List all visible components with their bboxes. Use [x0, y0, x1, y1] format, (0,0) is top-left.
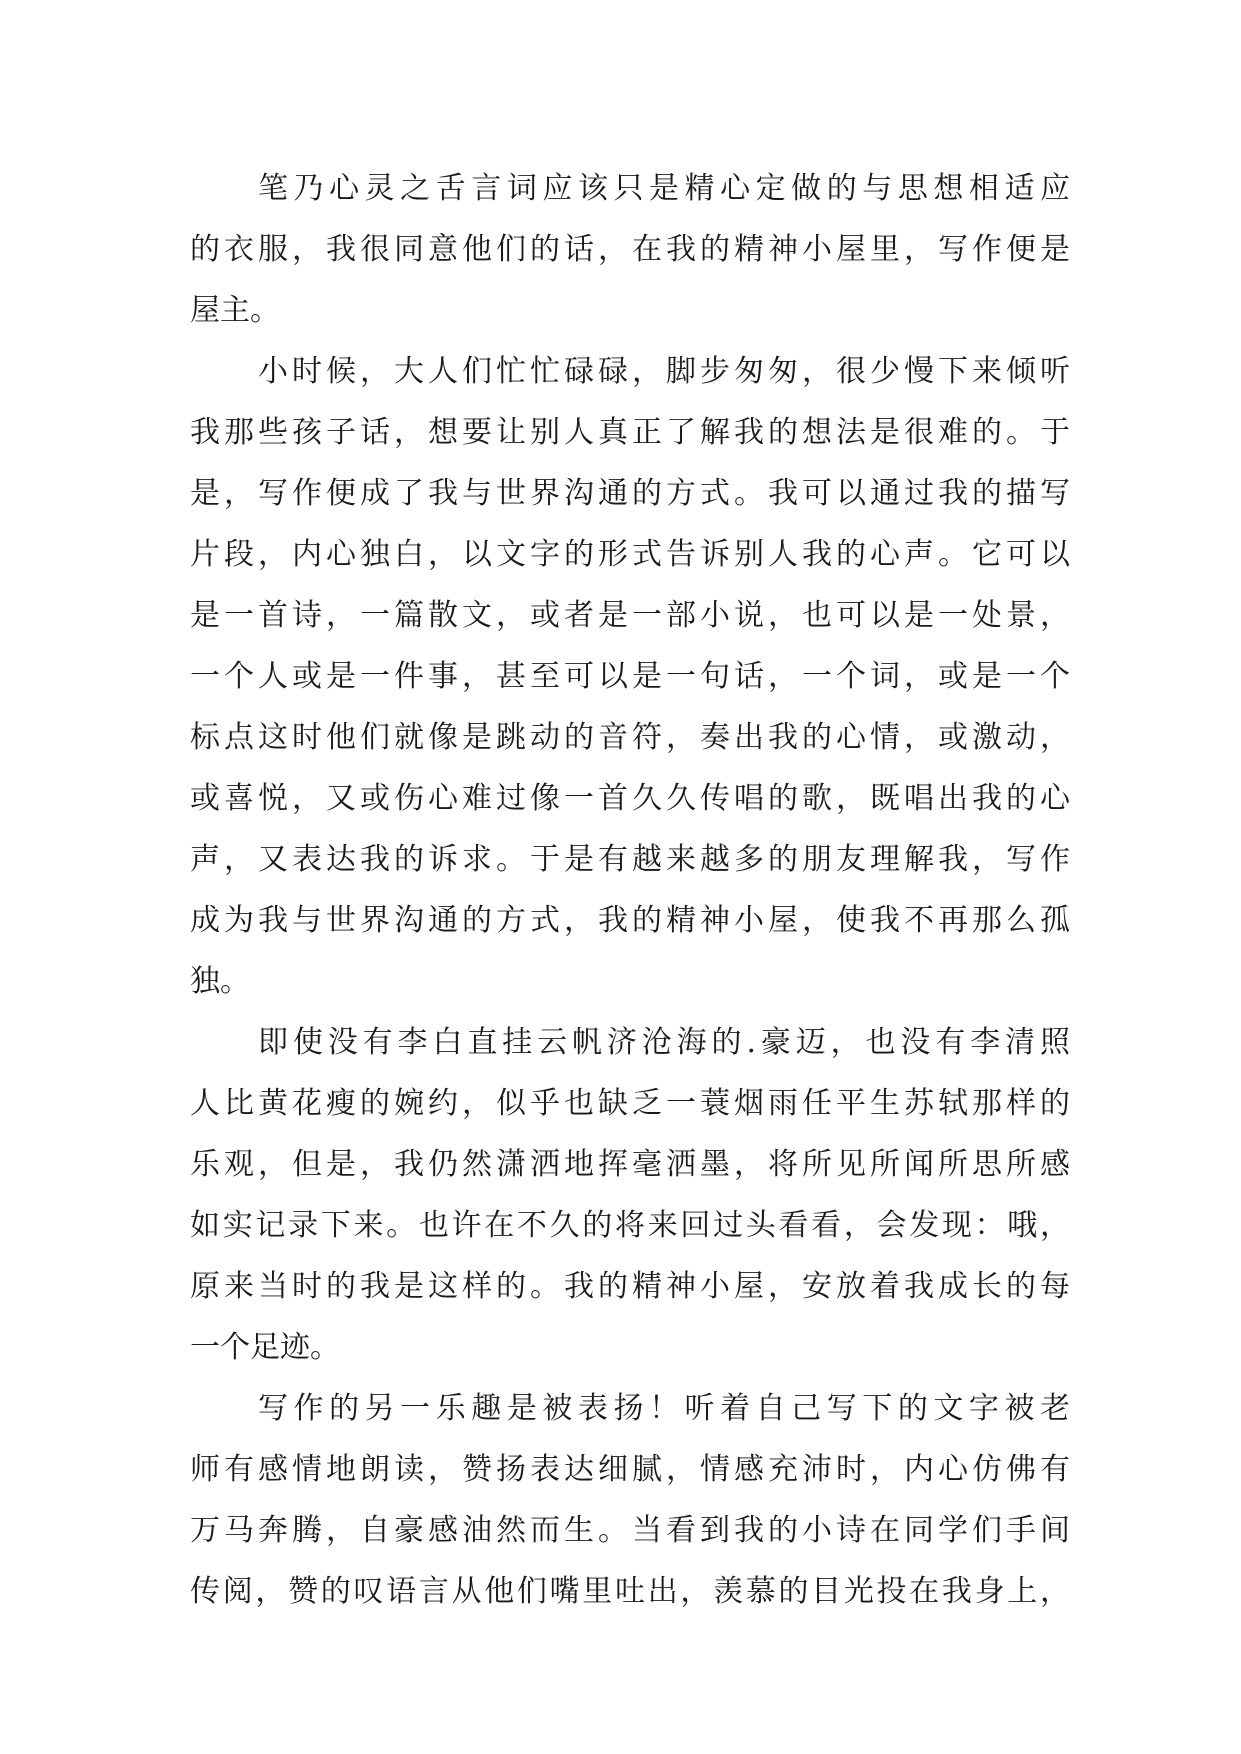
text-line: 独。 — [190, 964, 250, 999]
text-line: 万马奔腾，自豪感油然而生。当看到我的小诗在同学们手间 — [190, 1513, 1070, 1548]
text-line: 或喜悦，又或伤心难过像一首久久传唱的歌，既唱出我的心 — [190, 781, 1070, 816]
paragraph-3 — [190, 1012, 1070, 1378]
text-line: 一个人或是一件事，甚至可以是一句话，一个词，或是一个 — [190, 659, 1070, 694]
paragraph-1 — [190, 158, 1070, 341]
text-line: 师有感情地朗读，赞扬表达细腻，情感充沛时，内心仿佛有 — [190, 1452, 1070, 1487]
text-line: 是一首诗，一篇散文，或者是一部小说，也可以是一处景， — [190, 598, 1070, 633]
text-line: 传阅，赞的叹语言从他们嘴里吐出，羡慕的目光投在我身上， — [190, 1574, 1070, 1609]
text-line: 成为我与世界沟通的方式，我的精神小屋，使我不再那么孤 — [190, 903, 1070, 938]
paragraph-4 — [190, 1378, 1070, 1622]
text-line: 声，又表达我的诉求。于是有越来越多的朋友理解我，写作 — [190, 842, 1070, 877]
text-line: 片段，内心独白，以文字的形式告诉别人我的心声。它可以 — [190, 537, 1070, 572]
text-line: 的衣服，我很同意他们的话，在我的精神小屋里，写作便是 — [190, 232, 1070, 267]
text-line: 写作的另一乐趣是被表扬！听着自己写下的文字被老 — [258, 1391, 1070, 1426]
text-line: 我那些孩子话，想要让别人真正了解我的想法是很难的。于 — [190, 415, 1070, 450]
text-line: 乐观，但是，我仍然潇洒地挥毫洒墨，将所见所闻所思所感 — [190, 1147, 1070, 1182]
paragraph-2 — [190, 341, 1070, 1012]
text-line: 如实记录下来。也许在不久的将来回过头看看，会发现：哦， — [190, 1208, 1070, 1243]
text-line: 原来当时的我是这样的。我的精神小屋，安放着我成长的每 — [190, 1269, 1070, 1304]
document-body — [190, 158, 1070, 1622]
text-line: 小时候，大人们忙忙碌碌，脚步匆匆，很少慢下来倾听 — [258, 354, 1070, 389]
text-line: 屋主。 — [190, 293, 280, 328]
text-line: 标点这时他们就像是跳动的音符，奏出我的心情，或激动， — [190, 720, 1070, 755]
text-line: 是，写作便成了我与世界沟通的方式。我可以通过我的描写 — [190, 476, 1070, 511]
text-line: 一个足迹。 — [190, 1330, 340, 1365]
text-line: 笔乃心灵之舌言词应该只是精心定做的与思想相适应 — [258, 171, 1070, 206]
text-line: 即使没有李白直挂云帆济沧海的.豪迈，也没有李清照 — [258, 1025, 1070, 1060]
text-line: 人比黄花瘦的婉约，似乎也缺乏一蓑烟雨任平生苏轼那样的 — [190, 1086, 1070, 1121]
